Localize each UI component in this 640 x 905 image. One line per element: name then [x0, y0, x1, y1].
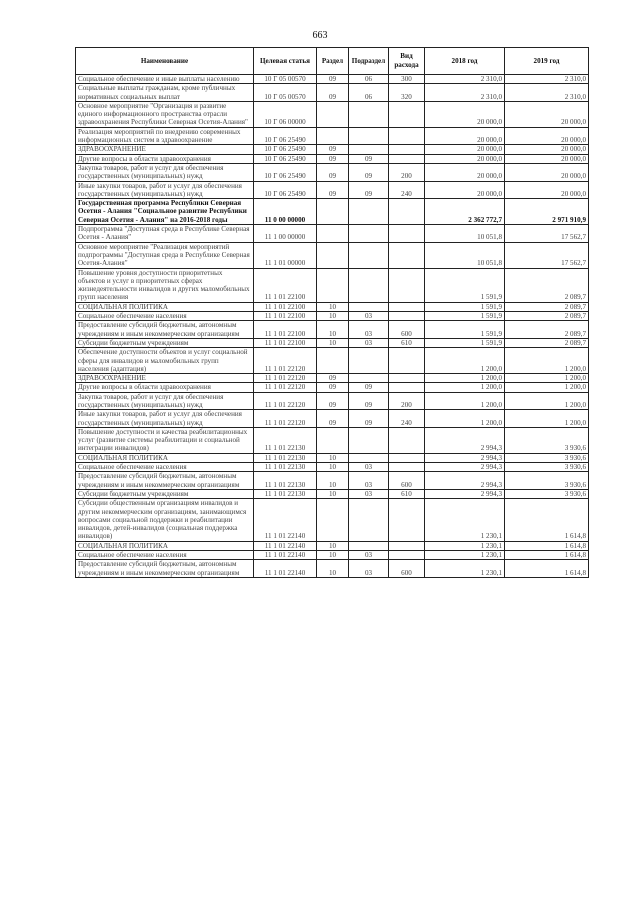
cell-2018: 10 051,8 — [425, 225, 505, 243]
cell-subsection — [349, 199, 389, 225]
cell-section — [317, 127, 349, 145]
cell-target: 11 1 01 22130 — [254, 489, 317, 498]
table-row — [76, 268, 589, 302]
cell-expense — [389, 499, 425, 541]
cell-2019: 1 200,0 — [505, 392, 589, 410]
table-row — [76, 472, 589, 490]
cell-section: 10 — [317, 463, 349, 472]
table-row — [76, 154, 589, 163]
cell-subsection — [349, 499, 389, 541]
cell-2018: 1 591,9 — [425, 338, 505, 347]
cell-expense: 600 — [389, 560, 425, 578]
cell-name: Закупка товаров, работ и услуг для обеспечения государственных (муниципальных) нужд — [76, 163, 254, 181]
cell-subsection: 03 — [349, 321, 389, 339]
cell-subsection: 03 — [349, 551, 389, 560]
cell-expense — [389, 453, 425, 462]
cell-expense: 320 — [389, 84, 425, 102]
cell-expense — [389, 145, 425, 154]
cell-2018: 1 591,9 — [425, 321, 505, 339]
cell-section — [317, 499, 349, 541]
cell-section: 10 — [317, 551, 349, 560]
cell-target: 11 1 01 22140 — [254, 541, 317, 550]
table-row — [76, 383, 589, 392]
cell-name: Предоставление субсидий бюджетным, автономным учреждениям и иным некоммерческим организациям — [76, 560, 254, 578]
cell-target: 11 1 01 22100 — [254, 321, 317, 339]
cell-section: 09 — [317, 154, 349, 163]
table-row — [76, 84, 589, 102]
cell-section: 09 — [317, 145, 349, 154]
cell-expense — [389, 199, 425, 225]
cell-subsection — [349, 145, 389, 154]
cell-section — [317, 427, 349, 453]
cell-expense — [389, 463, 425, 472]
cell-target: 11 1 01 22130 — [254, 427, 317, 453]
cell-name: Иные закупки товаров, работ и услуг для обеспечения государственных (муниципальных) нужд — [76, 410, 254, 428]
cell-subsection — [349, 268, 389, 302]
cell-2019: 20 000,0 — [505, 181, 589, 199]
cell-name: Основное мероприятие "Организация и развитие единого информационного пространства отрасли здравоохранения Республики Северная Осетия-Алания" — [76, 101, 254, 127]
cell-target: 10 Г 06 25490 — [254, 145, 317, 154]
cell-section: 10 — [317, 453, 349, 462]
cell-subsection: 09 — [349, 383, 389, 392]
table-row — [76, 453, 589, 462]
cell-section — [317, 225, 349, 243]
cell-subsection — [349, 374, 389, 383]
table-row — [76, 101, 589, 127]
cell-2018: 2 310,0 — [425, 75, 505, 84]
cell-subsection: 03 — [349, 338, 389, 347]
cell-2018: 1 591,9 — [425, 302, 505, 311]
cell-name: Социальное обеспечение населения — [76, 551, 254, 560]
cell-2019: 1 200,0 — [505, 410, 589, 428]
cell-expense — [389, 154, 425, 163]
table-row — [76, 348, 589, 374]
table-row — [76, 489, 589, 498]
cell-2019: 2 089,7 — [505, 312, 589, 321]
cell-2019: 3 930,6 — [505, 463, 589, 472]
cell-subsection — [349, 453, 389, 462]
cell-section — [317, 199, 349, 225]
cell-target: 10 Г 06 25490 — [254, 127, 317, 145]
cell-2018: 20 000,0 — [425, 101, 505, 127]
cell-2018: 1 200,0 — [425, 392, 505, 410]
cell-2018: 20 000,0 — [425, 181, 505, 199]
cell-expense — [389, 268, 425, 302]
cell-expense — [389, 302, 425, 311]
table-row — [76, 463, 589, 472]
cell-expense: 240 — [389, 410, 425, 428]
cell-2019: 3 930,6 — [505, 427, 589, 453]
cell-2019: 1 614,8 — [505, 541, 589, 550]
cell-2019: 3 930,6 — [505, 489, 589, 498]
cell-2018: 2 994,3 — [425, 463, 505, 472]
cell-name: Социальное обеспечение населения — [76, 463, 254, 472]
cell-name: Предоставление субсидий бюджетным, автономным учреждениям и иным некоммерческим организациям — [76, 321, 254, 339]
cell-target: 11 1 00 00000 — [254, 225, 317, 243]
cell-section: 10 — [317, 338, 349, 347]
cell-name: Другие вопросы в области здравоохранения — [76, 383, 254, 392]
table-row — [76, 199, 589, 225]
cell-subsection: 03 — [349, 489, 389, 498]
cell-2019: 20 000,0 — [505, 163, 589, 181]
header-name: Наименование — [76, 48, 254, 75]
table-row — [76, 541, 589, 550]
cell-subsection: 09 — [349, 154, 389, 163]
cell-section: 10 — [317, 321, 349, 339]
cell-target: 10 Г 06 25490 — [254, 154, 317, 163]
header-target: Целевая статья — [254, 48, 317, 75]
cell-section: 10 — [317, 302, 349, 311]
table-row — [76, 242, 589, 268]
table-row — [76, 410, 589, 428]
cell-target: 10 Г 05 00570 — [254, 84, 317, 102]
cell-2018: 2 994,3 — [425, 489, 505, 498]
cell-2019: 2 310,0 — [505, 75, 589, 84]
table-row — [76, 225, 589, 243]
cell-2019: 3 930,6 — [505, 472, 589, 490]
cell-expense: 200 — [389, 163, 425, 181]
cell-section: 10 — [317, 489, 349, 498]
table-row — [76, 374, 589, 383]
cell-section: 09 — [317, 410, 349, 428]
table-row — [76, 392, 589, 410]
cell-name: Иные закупки товаров, работ и услуг для обеспечения государственных (муниципальных) нужд — [76, 181, 254, 199]
cell-2019: 1 614,8 — [505, 499, 589, 541]
cell-section: 10 — [317, 541, 349, 550]
cell-subsection: 03 — [349, 312, 389, 321]
cell-name: ЗДРАВООХРАНЕНИЕ — [76, 145, 254, 154]
cell-subsection: 03 — [349, 463, 389, 472]
cell-2018: 1 230,1 — [425, 499, 505, 541]
cell-2019: 1 614,8 — [505, 560, 589, 578]
cell-expense — [389, 541, 425, 550]
cell-expense: 610 — [389, 338, 425, 347]
cell-subsection: 09 — [349, 392, 389, 410]
cell-subsection — [349, 427, 389, 453]
header-expense: Вид расхода — [389, 48, 425, 75]
cell-name: Подпрограмма "Доступная среда в Республике Северная Осетия - Алания" — [76, 225, 254, 243]
cell-name: Повышение доступности и качества реабилитационных услуг (развитие системы реабилитации и социальной интеграции инвалидов) — [76, 427, 254, 453]
cell-2019: 2 089,7 — [505, 321, 589, 339]
cell-name: Обеспечение доступности объектов и услуг социальной сферы для инвалидов и маломобильных групп населения (адаптация) — [76, 348, 254, 374]
cell-expense: 300 — [389, 75, 425, 84]
cell-expense — [389, 348, 425, 374]
cell-2018: 2 362 772,7 — [425, 199, 505, 225]
cell-2018: 1 200,0 — [425, 348, 505, 374]
cell-2019: 20 000,0 — [505, 154, 589, 163]
table-body — [76, 75, 589, 578]
cell-name: Социальные выплаты гражданам, кроме публичных нормативных социальных выплат — [76, 84, 254, 102]
table-row — [76, 338, 589, 347]
cell-name: Повышение уровня доступности приоритетных объектов и услуг в приоритетных сферах жизнедеятельности инвалидов и других маломобильных групп населения — [76, 268, 254, 302]
cell-target: 11 1 01 22130 — [254, 472, 317, 490]
header-2019: 2019 год — [505, 48, 589, 75]
cell-2018: 1 200,0 — [425, 383, 505, 392]
cell-2018: 20 000,0 — [425, 154, 505, 163]
cell-section: 09 — [317, 374, 349, 383]
cell-subsection — [349, 541, 389, 550]
cell-name: Государственная программа Республики Северная Осетия - Алания "Социальное развитие Республики Северная Осетия - Алания" на 2016-2018 годы — [76, 199, 254, 225]
header-section: Раздел — [317, 48, 349, 75]
table-row — [76, 560, 589, 578]
cell-expense: 240 — [389, 181, 425, 199]
cell-target: 10 Г 05 00570 — [254, 75, 317, 84]
cell-2019: 20 000,0 — [505, 127, 589, 145]
cell-2018: 2 310,0 — [425, 84, 505, 102]
cell-expense — [389, 312, 425, 321]
table-row — [76, 427, 589, 453]
cell-expense: 600 — [389, 321, 425, 339]
cell-name: СОЦИАЛЬНАЯ ПОЛИТИКА — [76, 453, 254, 462]
cell-target: 10 Г 06 25490 — [254, 163, 317, 181]
cell-section: 10 — [317, 560, 349, 578]
cell-subsection — [349, 225, 389, 243]
table-row — [76, 551, 589, 560]
cell-target: 11 1 01 22120 — [254, 374, 317, 383]
cell-name: Закупка товаров, работ и услуг для обеспечения государственных (муниципальных) нужд — [76, 392, 254, 410]
cell-target: 11 1 01 22120 — [254, 348, 317, 374]
table-row — [76, 163, 589, 181]
cell-2019: 2 310,0 — [505, 84, 589, 102]
table-row — [76, 321, 589, 339]
cell-2019: 1 614,8 — [505, 551, 589, 560]
cell-target: 11 1 01 22100 — [254, 302, 317, 311]
cell-expense — [389, 225, 425, 243]
cell-section — [317, 101, 349, 127]
cell-name: Предоставление субсидий бюджетным, автономным учреждениям и иным некоммерческим организациям — [76, 472, 254, 490]
cell-2018: 1 591,9 — [425, 312, 505, 321]
cell-2018: 20 000,0 — [425, 163, 505, 181]
cell-2018: 2 994,3 — [425, 427, 505, 453]
cell-2018: 2 994,3 — [425, 453, 505, 462]
cell-subsection: 09 — [349, 181, 389, 199]
cell-subsection — [349, 348, 389, 374]
cell-expense: 610 — [389, 489, 425, 498]
cell-section: 09 — [317, 75, 349, 84]
cell-subsection: 09 — [349, 163, 389, 181]
cell-expense — [389, 127, 425, 145]
cell-2019: 2 089,7 — [505, 302, 589, 311]
cell-2018: 2 994,3 — [425, 472, 505, 490]
cell-section: 09 — [317, 181, 349, 199]
cell-target: 11 1 01 22140 — [254, 560, 317, 578]
cell-2019: 20 000,0 — [505, 101, 589, 127]
cell-name: Основное мероприятие "Реализация мероприятий подпрограммы "Доступная среда в Республике Северная Осетия-Алания" — [76, 242, 254, 268]
cell-2019: 20 000,0 — [505, 145, 589, 154]
cell-expense — [389, 551, 425, 560]
cell-subsection: 06 — [349, 84, 389, 102]
cell-2019: 2 971 910,9 — [505, 199, 589, 225]
cell-2019: 1 200,0 — [505, 383, 589, 392]
table-row — [76, 312, 589, 321]
cell-2018: 1 591,9 — [425, 268, 505, 302]
cell-2019: 3 930,6 — [505, 453, 589, 462]
cell-section — [317, 348, 349, 374]
cell-2018: 20 000,0 — [425, 127, 505, 145]
cell-name: Социальное обеспечение и иные выплаты населению — [76, 75, 254, 84]
cell-expense — [389, 383, 425, 392]
cell-section — [317, 268, 349, 302]
cell-target: 11 1 01 22120 — [254, 392, 317, 410]
cell-target: 11 1 01 22140 — [254, 551, 317, 560]
cell-2019: 2 089,7 — [505, 338, 589, 347]
cell-name: Субсидии бюджетным учреждениям — [76, 489, 254, 498]
cell-2018: 20 000,0 — [425, 145, 505, 154]
table-row — [76, 302, 589, 311]
cell-2018: 1 230,1 — [425, 541, 505, 550]
cell-subsection: 09 — [349, 410, 389, 428]
cell-expense: 600 — [389, 472, 425, 490]
cell-subsection — [349, 101, 389, 127]
cell-expense — [389, 101, 425, 127]
cell-target: 11 0 00 00000 — [254, 199, 317, 225]
cell-target: 11 1 01 22130 — [254, 453, 317, 462]
cell-target: 11 1 01 22140 — [254, 499, 317, 541]
cell-name: Социальное обеспечение населения — [76, 312, 254, 321]
cell-target: 10 Г 06 25490 — [254, 181, 317, 199]
cell-name: ЗДРАВООХРАНЕНИЕ — [76, 374, 254, 383]
cell-2019: 17 562,7 — [505, 242, 589, 268]
budget-table — [75, 47, 589, 578]
cell-target: 11 1 01 22100 — [254, 338, 317, 347]
cell-subsection — [349, 302, 389, 311]
cell-expense — [389, 427, 425, 453]
cell-target: 11 1 01 22120 — [254, 410, 317, 428]
cell-name: СОЦИАЛЬНАЯ ПОЛИТИКА — [76, 541, 254, 550]
cell-subsection — [349, 242, 389, 268]
cell-section: 09 — [317, 84, 349, 102]
cell-expense: 200 — [389, 392, 425, 410]
cell-name: Другие вопросы в области здравоохранения — [76, 154, 254, 163]
page-number: 663 — [312, 30, 328, 41]
cell-target: 10 Г 06 00000 — [254, 101, 317, 127]
table-row — [76, 181, 589, 199]
cell-expense — [389, 374, 425, 383]
header-subsection: Подраздел — [349, 48, 389, 75]
cell-section: 10 — [317, 312, 349, 321]
cell-section: 09 — [317, 392, 349, 410]
cell-section — [317, 242, 349, 268]
cell-section: 09 — [317, 163, 349, 181]
cell-subsection: 03 — [349, 560, 389, 578]
table-row — [76, 75, 589, 84]
cell-2018: 1 200,0 — [425, 410, 505, 428]
cell-subsection: 06 — [349, 75, 389, 84]
table-row — [76, 499, 589, 541]
cell-2018: 10 051,8 — [425, 242, 505, 268]
cell-name: Субсидии общественным организациям инвалидов и другим некоммерческим организациям, занимающимся вопросами социальной поддержки и реабилитации инвалидов, детей-инвалидов (социальная поддержка инвалидов) — [76, 499, 254, 541]
cell-target: 11 1 01 22130 — [254, 463, 317, 472]
cell-2019: 17 562,7 — [505, 225, 589, 243]
cell-subsection: 03 — [349, 472, 389, 490]
cell-section: 10 — [317, 472, 349, 490]
cell-name: Реализация мероприятий по внедрению современных информационных систем в здравоохранение — [76, 127, 254, 145]
header-2018: 2018 год — [425, 48, 505, 75]
cell-expense — [389, 242, 425, 268]
cell-subsection — [349, 127, 389, 145]
cell-name: Субсидии бюджетным учреждениям — [76, 338, 254, 347]
cell-2019: 1 200,0 — [505, 374, 589, 383]
cell-2019: 2 089,7 — [505, 268, 589, 302]
cell-name: СОЦИАЛЬНАЯ ПОЛИТИКА — [76, 302, 254, 311]
table-row — [76, 145, 589, 154]
cell-target: 11 1 01 00000 — [254, 242, 317, 268]
cell-2018: 1 200,0 — [425, 374, 505, 383]
cell-target: 11 1 01 22100 — [254, 312, 317, 321]
table-header-row — [76, 48, 589, 75]
cell-2019: 1 200,0 — [505, 348, 589, 374]
cell-section: 09 — [317, 383, 349, 392]
cell-target: 11 1 01 22120 — [254, 383, 317, 392]
cell-target: 11 1 01 22100 — [254, 268, 317, 302]
table-row — [76, 127, 589, 145]
cell-2018: 1 230,1 — [425, 560, 505, 578]
cell-2018: 1 230,1 — [425, 551, 505, 560]
